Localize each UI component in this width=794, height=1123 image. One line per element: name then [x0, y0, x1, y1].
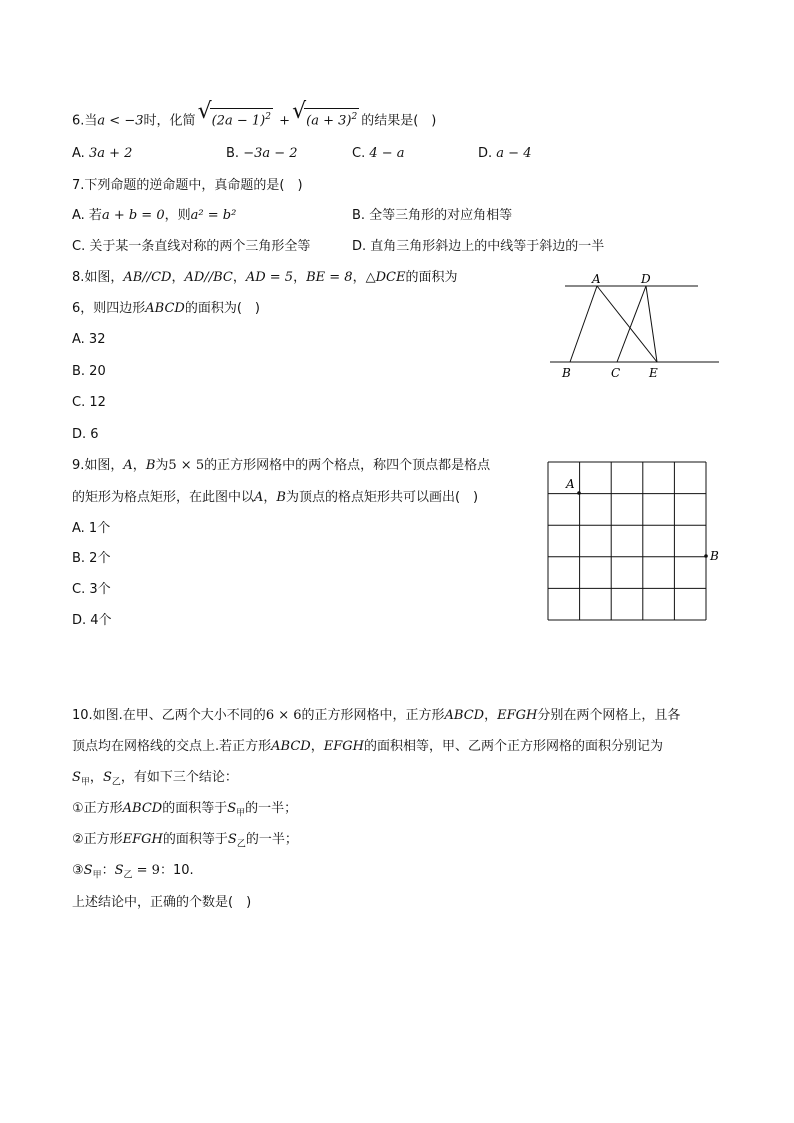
segment-dc: [617, 286, 646, 362]
point-a: [577, 491, 581, 495]
q8-option-c: C. 12: [72, 395, 106, 410]
q7-option-a: A. 若a + b = 0，则a² = b²: [72, 208, 237, 223]
q9-grid-figure: [540, 455, 730, 625]
q9-stem-line2: 的矩形为格点矩形，在此图中以A，B为顶点的格点矩形共可以画出( ): [72, 490, 479, 505]
q9-stem-line1: 9.如图，A，B为5 × 5的正方形网格中的两个格点，称四个顶点都是格点: [72, 458, 491, 473]
label-a: A: [566, 477, 575, 491]
q10-final: 上述结论中，正确的个数是( ): [72, 895, 252, 910]
label-b: B: [562, 366, 571, 380]
radical-1: √ $(2a - 1)^2$: [200, 108, 273, 130]
q9-option-c: C. 3个: [72, 582, 111, 597]
q8-figure: [545, 265, 725, 385]
label-c: C: [611, 366, 621, 380]
label-a: A: [592, 272, 601, 286]
q10-conclusion-1: ①正方形ABCD的面积等于$S_甲$的一半；: [72, 801, 298, 819]
q8-stem-line1: 8.如图，AB//CD，AD//BC，AD = 5，BE = 8，△DCE的面积为: [72, 270, 458, 285]
q7-option-b: B. 全等三角形的对应角相等: [352, 208, 513, 223]
q10-line3: $S_甲$，$S_乙$，有如下三个结论：: [72, 770, 238, 788]
q8-option-d: D. 6: [72, 427, 99, 442]
q6-option-a: A. 3a + 2: [72, 146, 133, 161]
q10-conclusion-3: $③S_甲$：$S_乙 = 9$：10.: [72, 863, 194, 881]
label-d: D: [641, 272, 651, 286]
q6-option-b: B. −3a − 2: [226, 146, 298, 161]
q7-option-d: D. 直角三角形斜边上的中线等于斜边的一半: [352, 239, 605, 254]
q9-option-a: A. 1个: [72, 521, 111, 536]
q8-stem-line2: 6，则四边形ABCD的面积为( ): [72, 301, 260, 316]
q6-stem: 6.当a < −3时，化简 √ $(2a - 1)^2$ + √ $(a + 3)^2$ 的结果是( ): [72, 108, 436, 130]
q10-line2: 顶点均在网格线的交点上.若正方形ABCD，EFGH的面积相等，甲、乙两个正方形网格的面积分别记为: [72, 739, 663, 754]
q8-option-a: A. 32: [72, 332, 106, 347]
label-e: E: [649, 366, 658, 380]
segment-ab: [570, 286, 597, 362]
q7-stem: 7.下列命题的逆命题中，真命题的是( ): [72, 178, 303, 193]
q10-conclusion-2: ②正方形EFGH的面积等于$S_乙$的一半；: [72, 832, 298, 850]
q9-option-d: D. 4个: [72, 613, 112, 628]
q6-option-d: D. a − 4: [478, 146, 532, 161]
q8-option-b: B. 20: [72, 364, 106, 379]
q10-line1: 10.如图.在甲、乙两个大小不同的6 × 6的正方形网格中，正方形ABCD，EFGH分别在两个网格上，且各: [72, 708, 681, 723]
q7-option-c: C. 关于某一条直线对称的两个三角形全等: [72, 239, 311, 254]
q9-option-b: B. 2个: [72, 551, 111, 566]
radical-2: √ $(a + 3)^2$: [294, 108, 359, 130]
point-b: [704, 554, 708, 558]
label-b: B: [710, 549, 719, 563]
q6-option-c: C. 4 − a: [352, 146, 405, 161]
